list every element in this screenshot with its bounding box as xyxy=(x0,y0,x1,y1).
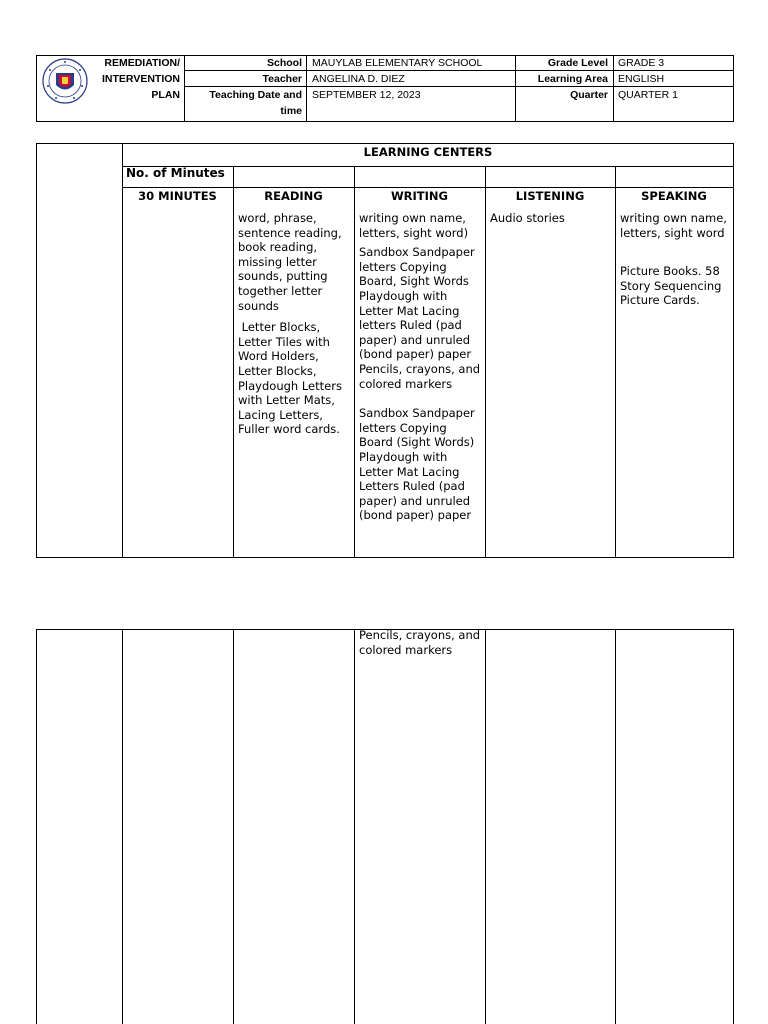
grade-label: Grade Level xyxy=(547,57,608,69)
minutes-value: 30 MINUTES xyxy=(138,189,217,203)
date-label-line: time xyxy=(280,105,302,117)
teacher-label: Teacher xyxy=(262,73,302,85)
writing-materials-2: Sandbox Sandpaper letters Copying Board (Sight Words) Playdough with Letter Mat Lacing Letters Ruled (pad paper) and unruled (bond paper) paper xyxy=(359,406,475,523)
deped-seal-logo xyxy=(42,58,88,104)
reading-materials: Letter Blocks, Letter Tiles with Word Holders, Letter Blocks, Playdough Letters with Letter Mats, Lacing Letters, Fuller word cards. xyxy=(238,320,346,437)
date-label-line: Teaching Date and xyxy=(209,89,302,101)
reading-activities: word, phrase, sentence reading, book reading, missing letter sounds, putting together letter sounds xyxy=(238,211,342,313)
school-value: MAUYLAB ELEMENTARY SCHOOL xyxy=(312,57,483,69)
speaking-cell xyxy=(620,211,731,318)
writing-materials-continued: Pencils, crayons, and colored markers xyxy=(359,628,481,657)
header-reading: READING xyxy=(264,189,323,203)
quarter-value: QUARTER 1 xyxy=(618,89,678,101)
date-value: SEPTEMBER 12, 2023 xyxy=(312,89,421,101)
header-listening: LISTENING xyxy=(515,189,585,203)
teacher-value: ANGELINA D. DIEZ xyxy=(312,73,405,85)
writing-materials: Sandbox Sandpaper letters Copying Board, Sight Words Playdough with Letter Mat Lacing letters Ruled (pad paper) and unruled (bond paper) paper Pencils, crayons, and colored markers xyxy=(359,245,481,391)
writing-activities: writing own name, letters, sight word) xyxy=(359,211,469,240)
plan-title-line: PLAN xyxy=(151,89,180,101)
speaking-activities: writing own name, letters, sight word xyxy=(620,211,727,240)
quarter-label: Quarter xyxy=(570,89,608,101)
plan-title-line: REMEDIATION/ xyxy=(104,57,180,69)
listening-activities: Audio stories xyxy=(490,211,565,225)
date-label xyxy=(186,87,302,119)
grade-value: GRADE 3 xyxy=(618,57,665,69)
area-label: Learning Area xyxy=(537,73,608,85)
plan-title xyxy=(90,55,180,103)
area-value: ENGLISH xyxy=(618,73,665,85)
header-writing: WRITING xyxy=(390,189,448,203)
reading-cell xyxy=(238,211,350,447)
writing-cell-continued xyxy=(359,628,481,657)
writing-cell xyxy=(359,211,481,523)
speaking-materials: Picture Books. 58 Story Sequencing Picture Cards. xyxy=(620,264,722,308)
listening-cell xyxy=(490,211,612,236)
school-label: School xyxy=(266,57,302,69)
plan-title-line: INTERVENTION xyxy=(102,73,180,85)
no-minutes-label: No. of Minutes xyxy=(126,166,225,180)
header-speaking: SPEAKING xyxy=(641,189,707,203)
learning-centers-heading: LEARNING CENTERS xyxy=(363,145,493,159)
